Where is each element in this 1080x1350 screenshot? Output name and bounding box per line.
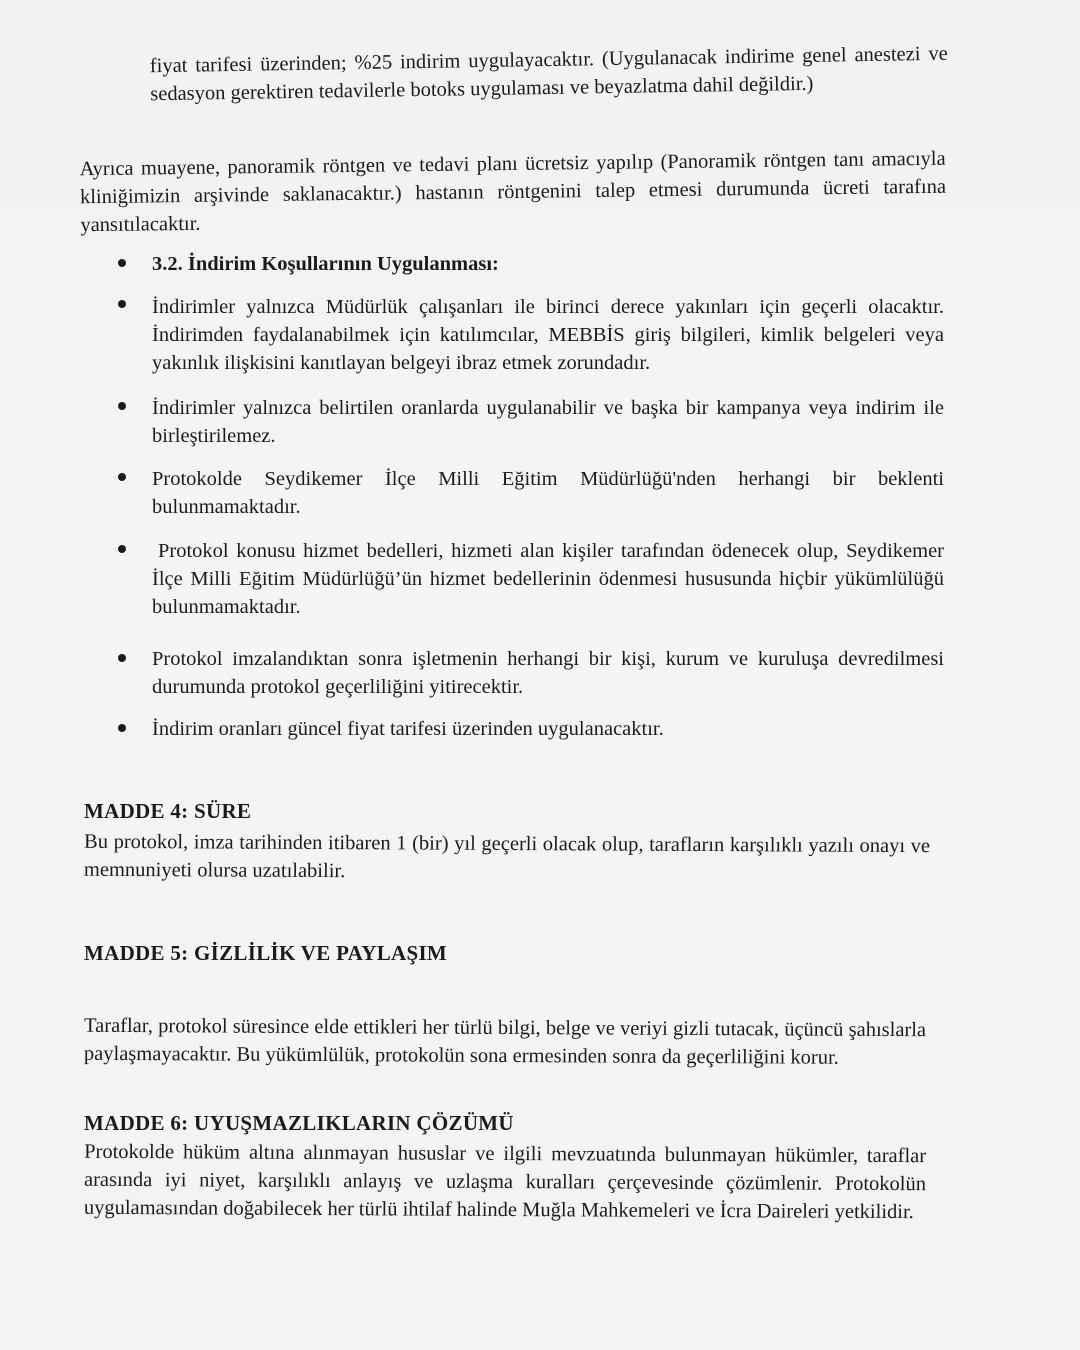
madde6-heading: MADDE 6: UYUŞMAZLIKLARIN ÇÖZÜMÜ <box>84 1111 514 1135</box>
section-3-2-title: 3.2. İndirim Koşullarının Uygulanması: <box>152 253 499 275</box>
bullet-icon <box>118 300 126 308</box>
list-item: Protokolde Seydikemer İlçe Milli Eğitim Müdürlüğü'nden herhangi bir beklenti bulunmamaktadır. <box>152 468 944 518</box>
bullet-icon <box>118 402 126 410</box>
intro-additional-paragraph: Ayrıca muayene, panoramik röntgen ve tedavi planı ücretsiz yapılıp (Panoramik röntgen tanı amacıyla kliniğimizin arşivinde saklanacaktır.) hastanın röntgenini talep etmesi durumunda ücreti tarafına yansıtılacaktır. <box>79 147 947 237</box>
list-item: İndirimler yalnızca belirtilen oranlarda uygulanabilir ve başka bir kampanya veya indirim ile birleştirilemez. <box>152 397 944 447</box>
madde4-paragraph: Bu protokol, imza tarihinden itibaren 1 (bir) yıl geçerli olacak olup, tarafların karşılıklı yazılı onayı ve memnuniyeti olursa uzatılabilir. <box>83 830 931 883</box>
list-item: İndirim oranları güncel fiyat tarifesi üzerinden uygulanacaktır. <box>152 718 664 740</box>
madde5-paragraph: Taraflar, protokol süresince elde ettikleri her türlü bilgi, belge ve veriyi gizli tutacak, üçüncü şahıslarla paylaşmayacaktır. Bu yükümlülük, protokolün sona ermesinden sonra da geçerliliğini korur. <box>83 1014 927 1069</box>
list-item: Protokol konusu hizmet bedelleri, hizmeti alan kişiler tarafından ödenecek olup, Seydikemer İlçe Milli Eğitim Müdürlüğü’ün hizmet bedellerinin ödenmesi hususunda hiçbir yükümlülüğü bulunmamaktadır. <box>152 540 944 618</box>
list-item: İndirimler yalnızca Müdürlük çalışanları ile birinci derece yakınları için geçerli olacaktır. İndirimden faydalanabilmek için katılımcılar, MEBBİS giriş bilgileri, kimlik belgeleri veya yakınlık ilişkisini kanıtlayan belgeyi ibraz etmek zorundadır. <box>152 296 944 374</box>
bullet-icon <box>118 654 126 662</box>
bullet-icon <box>118 473 126 481</box>
intro-continued-paragraph: fiyat tarifesi üzerinden; %25 indirim uygulayacaktır. (Uygulanacak indirime genel anestezi ve sedasyon gerektiren tedavilerle botoks uygulaması ve beyazlatma dahil değildir.) <box>149 42 948 106</box>
madde5-heading: MADDE 5: GİZLİLİK VE PAYLAŞIM <box>84 941 448 965</box>
bullet-icon <box>118 545 126 553</box>
bullet-icon <box>118 724 126 732</box>
madde6-paragraph: Protokolde hüküm altına alınmayan hususlar ve ilgili mevzuatında bulunmayan hükümler, taraflar arasında iyi niyet, karşılıklı anlayış ve uzlaşma kuralları çerçevesinde çözümlenir. Protokolün uygulamasından doğabilecek her türlü ihtilaf halinde Muğla Mahkemeleri ve İcra Daireleri yetkilidir. <box>83 1140 927 1224</box>
list-item: Protokol imzalandıktan sonra işletmenin herhangi bir kişi, kurum ve kuruluşa devredilmesi durumunda protokol geçerliliğini yitirecektir. <box>152 648 944 698</box>
bullet-icon <box>118 259 126 267</box>
madde4-heading: MADDE 4: SÜRE <box>84 799 252 823</box>
